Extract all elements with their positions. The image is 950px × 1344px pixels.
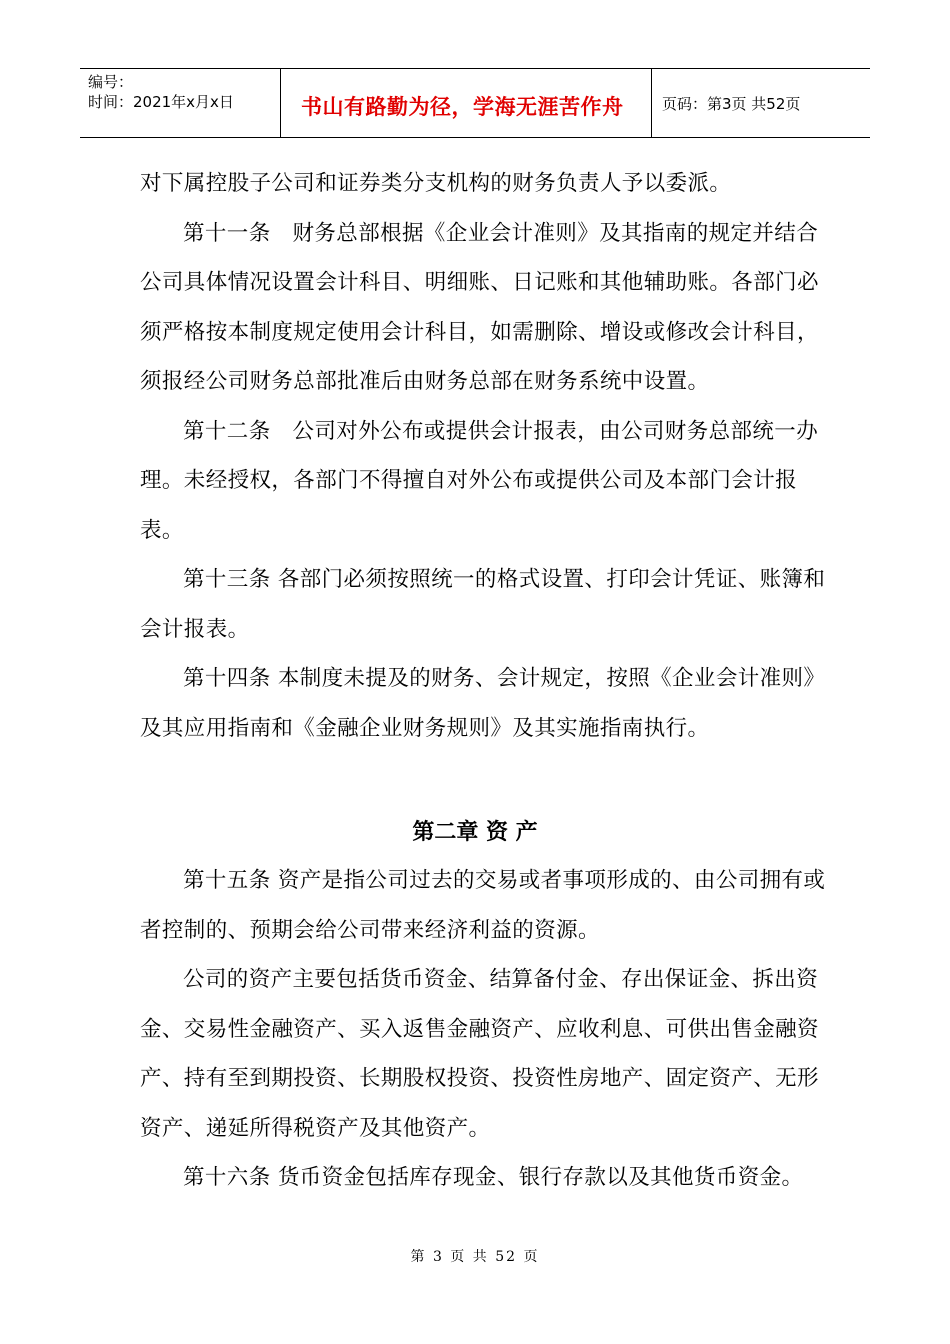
document-body-section-1 — [140, 159, 830, 753]
paragraph: 对下属控股子公司和证券类分支机构的财务负责人予以委派。 — [140, 171, 732, 196]
page-footer: 第 3 页 共 52 页 — [410, 1249, 540, 1265]
page-header — [80, 68, 870, 138]
header-motto-cell — [281, 69, 652, 137]
paragraph: 第十五条 资产是指公司过去的交易或者事项形成的、由公司拥有或者控制的、预期会给公司带来经济利益的资源。 — [140, 868, 826, 943]
paragraph: 公司的资产主要包括货币资金、结算备付金、存出保证金、拆出资金、交易性金融资产、买入返售金融资产、应收利息、可供出售金融资产、持有至到期投资、长期股权投资、投资性房地产、固定资产、无形资产、递延所得税资产及其他资产。 — [140, 967, 819, 1141]
paragraph: 第十一条 财务总部根据《企业会计准则》及其指南的规定并结合公司具体情况设置会计科目、明细账、日记账和其他辅助账。各部门必须严格按本制度规定使用会计科目，如需删除、增设或修改会计科目，须报经公司财务总部批准后由财务总部在财务系统中设置。 — [140, 220, 819, 394]
document-date-label: 时间：2021年x月x日 — [88, 93, 234, 111]
document-body-section-2 — [140, 856, 830, 1203]
paragraph: 第十六条 货币资金包括库存现金、银行存款以及其他货币资金。 — [183, 1165, 804, 1190]
header-page-code: 页码：第3页 共52页 — [662, 95, 801, 113]
header-meta-cell — [80, 69, 281, 137]
paragraph: 第十三条 各部门必须按照统一的格式设置、打印会计凭证、账簿和会计报表。 — [140, 567, 826, 642]
header-motto: 书山有路勤为径，学海无涯苦作舟 — [301, 95, 624, 119]
paragraph: 第十二条 公司对外公布或提供会计报表，由公司财务总部统一办理。未经授权，各部门不得擅自对外公布或提供公司及本部门会计报表。 — [140, 418, 819, 543]
chapter-title: 第二章 资 产 — [412, 819, 538, 845]
document-number-label: 编号： — [88, 73, 134, 91]
header-page-cell — [652, 69, 870, 137]
paragraph: 第十四条 本制度未提及的财务、会计规定，按照《企业会计准则》及其应用指南和《金融企业财务规则》及其实施指南执行。 — [140, 666, 826, 741]
